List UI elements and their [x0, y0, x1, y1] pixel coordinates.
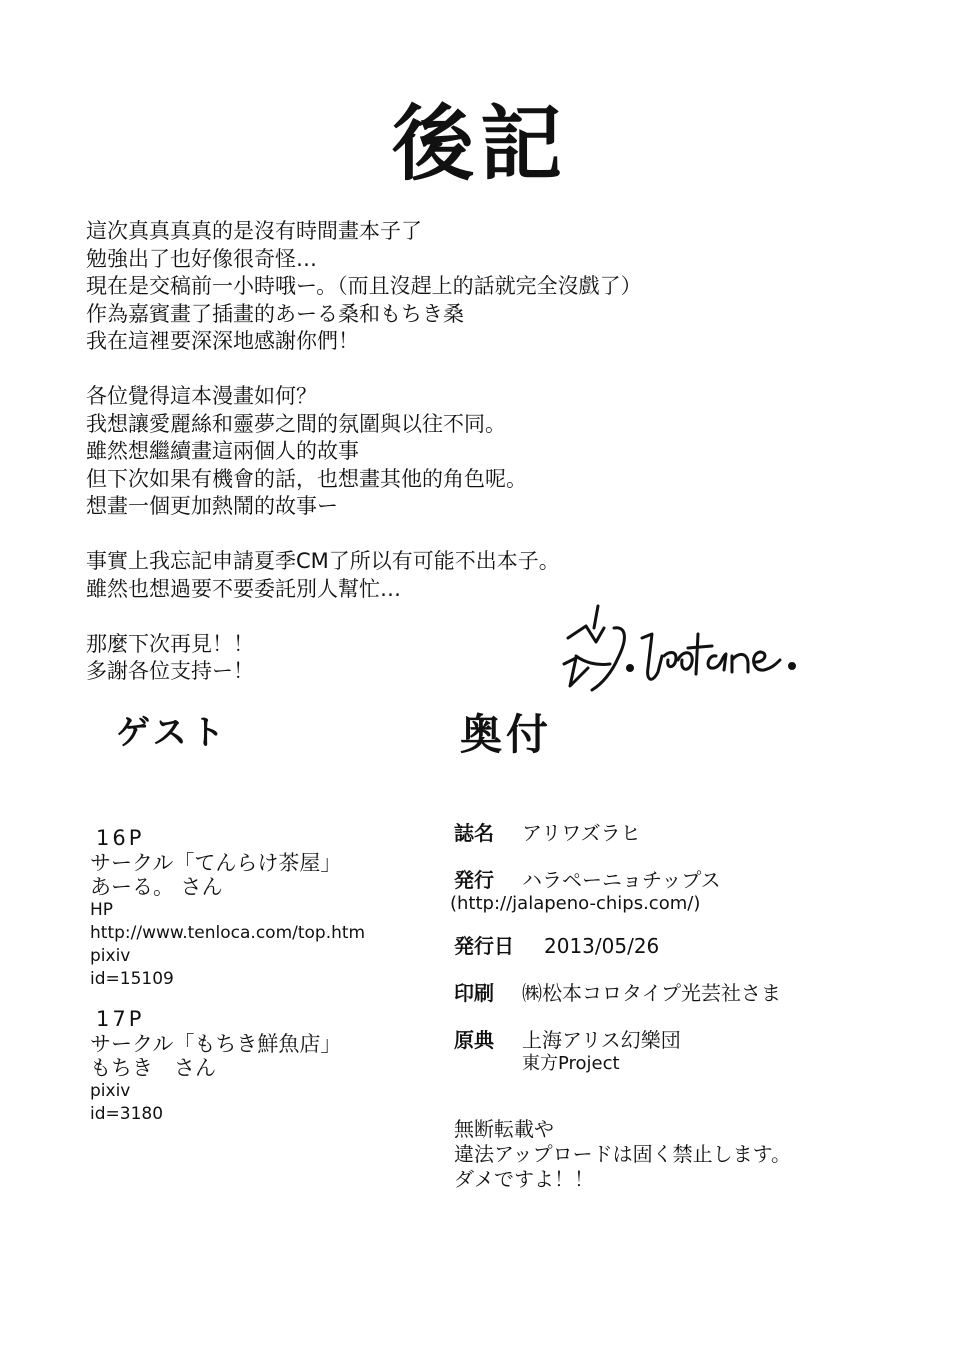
afterword-paragraph	[86, 548, 786, 603]
guest-info-line: pixiv	[90, 946, 131, 966]
guest-url: http://www.tenloca.com/top.htm	[90, 923, 366, 943]
source-sub: 東方Project	[522, 1053, 620, 1074]
publisher-url: (http://jalapeno-chips.com/)	[450, 893, 701, 914]
afterword-line: 那麼下次再見！！	[86, 631, 254, 656]
colophon-value: 2013/05/26	[544, 934, 660, 958]
afterword-paragraph	[86, 218, 786, 356]
colophon-list	[450, 820, 934, 1096]
afterword-line: 作為嘉賓畫了插畫的あーる桑和もちき桑	[86, 301, 464, 326]
afterword-line: 我想讓愛麗絲和靈夢之間的氛圍與以往不同。	[86, 411, 506, 436]
guest-circle: サークル「てんらけ茶屋」	[90, 851, 342, 875]
colophon-heading: 奥付	[460, 710, 553, 759]
guest-heading: ゲスト	[116, 713, 229, 753]
guest-list	[90, 826, 450, 1142]
afterword-line: 雖然也想過要不要委託別人幫忙…	[86, 576, 401, 601]
colophon-value: ㈱松本コロタイプ光芸社さま	[522, 981, 781, 1005]
colophon-label: 原典	[454, 1028, 494, 1052]
afterword-line: 事實上我忘記申請夏季CM了所以有可能不出本子。	[86, 549, 560, 573]
guest-entry	[90, 826, 450, 991]
afterword-line: 勉強出了也好像很奇怪…	[86, 246, 317, 271]
colophon-row-source	[454, 1027, 934, 1075]
colophon-row-printer	[454, 980, 934, 1006]
guest-name: もちき さん	[90, 1056, 216, 1080]
source-value: 上海アリス幻樂団	[522, 1028, 681, 1052]
warning-line: ダメですよ！！	[454, 1167, 594, 1191]
afterword-line: 想畫一個更加熱鬧的故事ー	[86, 494, 338, 518]
colophon-value: ハラペーニョチップス	[522, 868, 721, 892]
guest-name: あーる。 さん	[90, 875, 223, 899]
afterword-line: 雖然想繼續畫這兩個人的故事	[86, 439, 359, 463]
colophon-label: 印刷	[454, 981, 494, 1005]
colophon-label: 発行日	[454, 934, 514, 958]
copyright-warning	[454, 1117, 791, 1192]
guest-info-line: id=3180	[90, 1104, 164, 1124]
colophon-row-publisher	[450, 867, 934, 915]
warning-line: 無断転載や	[454, 1117, 554, 1141]
afterword-paragraph	[86, 383, 786, 521]
page-title: 後記	[391, 97, 568, 192]
guest-entry	[90, 1007, 450, 1126]
guest-info-line: pixiv	[90, 1081, 131, 1101]
afterword-line: 這次真真真真的是沒有時間畫本子了	[86, 219, 422, 243]
afterword-line: 但下次如果有機會的話，也想畫其他的角色呢。	[86, 466, 527, 491]
colophon-value	[522, 1027, 681, 1075]
colophon-value: アリワズラヒ	[522, 821, 641, 845]
handwritten-signature	[556, 598, 866, 708]
afterword-line: 多謝各位支持ー！	[86, 659, 254, 683]
guest-circle: サークル「もちき鮮魚店」	[90, 1032, 342, 1056]
colophon-row-title	[454, 820, 934, 846]
colophon-row-date	[454, 933, 934, 959]
guest-page: 16P	[96, 826, 145, 850]
colophon-label: 発行	[454, 868, 494, 892]
colophon-label: 誌名	[454, 821, 494, 845]
warning-line: 違法アップロードは固く禁止します。	[454, 1142, 791, 1166]
afterword-line: 各位覺得這本漫畫如何？	[86, 384, 317, 408]
guest-info-line: id=15109	[90, 969, 174, 989]
guest-info-line: HP	[90, 900, 114, 920]
afterword-line: 我在這裡要深深地感謝你們！	[86, 329, 359, 353]
afterword-line: 現在是交稿前一小時哦ー。（而且沒趕上的話就完全沒戲了）	[86, 274, 642, 298]
guest-page: 17P	[96, 1007, 145, 1031]
